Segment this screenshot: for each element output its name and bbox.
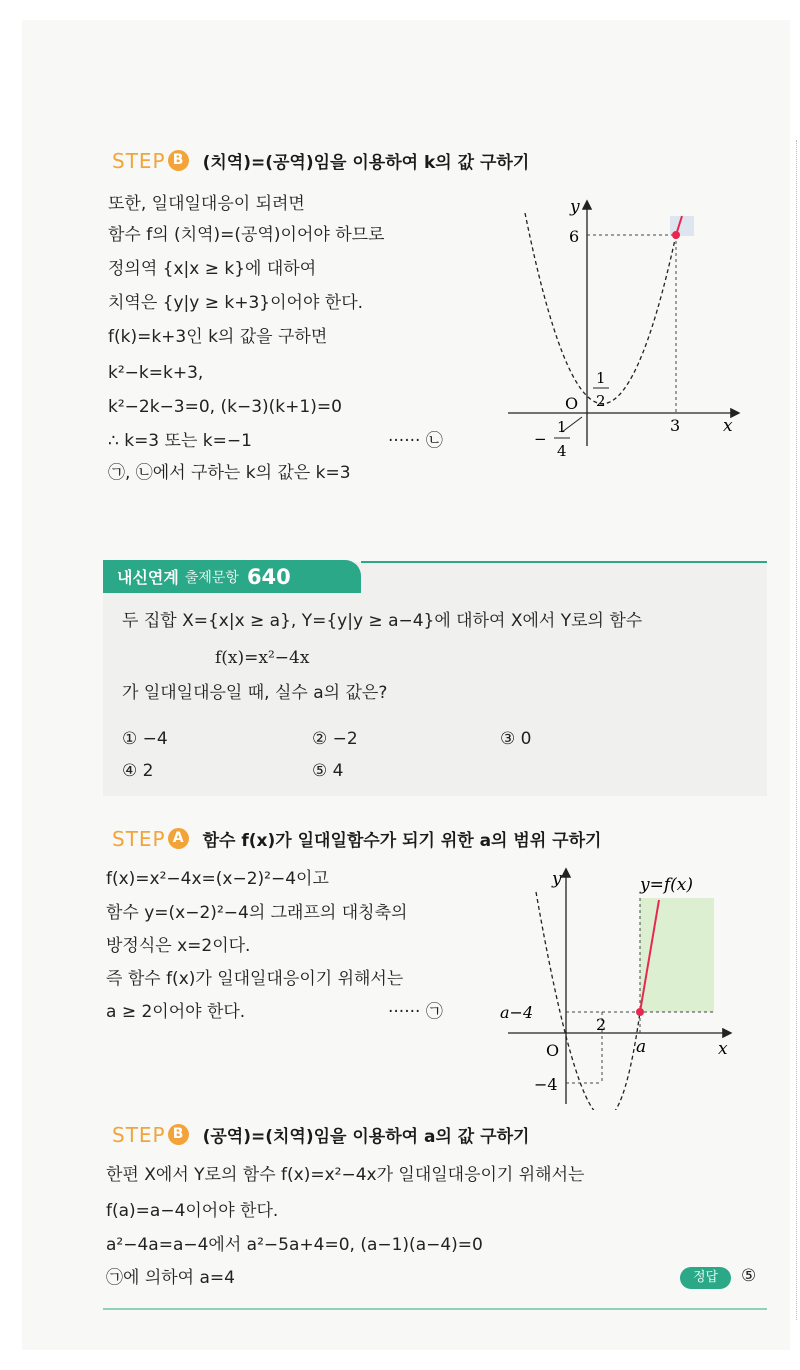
graph1-y-label: y bbox=[570, 197, 580, 217]
graph1-quarter-den: 4 bbox=[557, 442, 567, 460]
margin-dotted-line bbox=[796, 140, 797, 1320]
graph1-x-label: x bbox=[723, 416, 733, 436]
step-badge: B bbox=[168, 1124, 189, 1145]
step-word: STEP bbox=[112, 148, 166, 173]
problem-line-2: 가 일대일대응일 때, 실수 a의 값은? bbox=[122, 683, 388, 703]
section2-line: 함수 y=(x−2)²−4의 그래프의 대칭축의 bbox=[106, 903, 408, 923]
graph1-quarter-sign: − bbox=[534, 430, 547, 448]
step-word: STEP bbox=[112, 1122, 166, 1147]
graph2-origin: O bbox=[546, 1041, 560, 1060]
graph-1 bbox=[490, 188, 750, 468]
problem-background bbox=[103, 562, 767, 796]
graph1-half-den: 2 bbox=[596, 392, 606, 410]
section3-line: f(a)=a−4이어야 한다. bbox=[106, 1201, 279, 1221]
step-a-heading bbox=[112, 826, 601, 851]
graph1-point bbox=[672, 231, 680, 239]
section1-mark: ······ ㉡ bbox=[388, 431, 443, 451]
section3-line: 한편 X에서 Y로의 함수 f(x)=x²−4x가 일대일대응이기 위해서는 bbox=[106, 1165, 585, 1185]
step-badge: B bbox=[168, 150, 189, 171]
answer-badge: 정답 bbox=[680, 1267, 731, 1289]
step-title: 함수 f(x)가 일대일함수가 되기 위한 a의 범위 구하기 bbox=[202, 831, 602, 851]
choice-5[interactable]: ⑤ 4 bbox=[312, 761, 344, 781]
problem-number: 640 bbox=[246, 564, 291, 589]
graph1-half-num: 1 bbox=[596, 369, 606, 387]
problem-tab-label: 내신연계 bbox=[117, 568, 179, 587]
graph2-a: a bbox=[636, 1037, 647, 1057]
problem-formula: f(x)=x²−4x bbox=[215, 648, 310, 668]
step-b-heading-1 bbox=[112, 148, 529, 173]
section2-line: a ≥ 2이어야 한다. bbox=[106, 1002, 246, 1022]
choice-2[interactable]: ② −2 bbox=[312, 729, 358, 749]
graph2-y-label: y bbox=[552, 869, 562, 889]
graph2-x-label: x bbox=[718, 1039, 728, 1059]
answer-value: ⑤ bbox=[741, 1266, 757, 1286]
choice-1[interactable]: ① −4 bbox=[122, 729, 168, 749]
choice-4[interactable]: ④ 2 bbox=[122, 761, 154, 781]
graph1-x-tick: 3 bbox=[670, 416, 681, 435]
problem-line-1: 두 집합 X={x|x ≥ a}, Y={y|y ≥ a−4}에 대하여 X에서 Y로의 함수 bbox=[122, 611, 643, 631]
section1-line: ㉠, ㉡에서 구하는 k의 값은 k=3 bbox=[108, 463, 351, 483]
step-title: (치역)=(공역)임을 이용하여 k의 값 구하기 bbox=[202, 153, 530, 173]
section2-line: f(x)=x²−4x=(x−2)²−4이고 bbox=[106, 869, 329, 889]
section1-line: ∴ k=3 또는 k=−1 bbox=[108, 431, 252, 451]
bottom-rule bbox=[103, 1308, 767, 1310]
graph2-shade bbox=[640, 898, 714, 1012]
graph1-quarter-num: 1 bbox=[557, 418, 567, 436]
problem-tab-sub: 출제문항 bbox=[184, 569, 239, 586]
graph2-point bbox=[636, 1008, 644, 1016]
section2-line: 방정식은 x=2이다. bbox=[106, 936, 251, 956]
graph2-a-minus-4: a−4 bbox=[500, 1003, 534, 1022]
section3-line: ㉠에 의하여 a=4 bbox=[106, 1268, 235, 1288]
step-b-heading-2 bbox=[112, 1122, 529, 1147]
graph1-origin: O bbox=[565, 394, 579, 413]
graph2-curve-label: y=f(x) bbox=[640, 875, 693, 895]
section1-line: 정의역 {x|x ≥ k}에 대하여 bbox=[108, 259, 317, 279]
section1-line: 치역은 {y|y ≥ k+3}이어야 한다. bbox=[108, 293, 364, 313]
graph-2 bbox=[490, 862, 760, 1110]
section1-line: 함수 f의 (치역)=(공역)이어야 하므로 bbox=[108, 225, 385, 245]
section2-mark: ······ ㉠ bbox=[388, 1002, 443, 1022]
graph2-minus-four: −4 bbox=[534, 1075, 558, 1094]
section1-line: 또한, 일대일대응이 되려면 bbox=[108, 194, 305, 214]
problem-tab-rule bbox=[361, 561, 767, 563]
section2-line: 즉 함수 f(x)가 일대일대응이기 위해서는 bbox=[106, 969, 404, 989]
problem-tab bbox=[103, 560, 361, 593]
step-badge: A bbox=[168, 828, 189, 849]
section3-line: a²−4a=a−4에서 a²−5a+4=0, (a−1)(a−4)=0 bbox=[106, 1235, 483, 1255]
step-title: (공역)=(치역)임을 이용하여 a의 값 구하기 bbox=[202, 1127, 530, 1147]
step-word: STEP bbox=[112, 826, 166, 851]
choice-3[interactable]: ③ 0 bbox=[500, 729, 532, 749]
graph2-two: 2 bbox=[596, 1015, 607, 1034]
section1-line: k²−2k−3=0, (k−3)(k+1)=0 bbox=[108, 397, 342, 417]
section1-line: f(k)=k+3인 k의 값을 구하면 bbox=[108, 327, 328, 347]
graph1-y-tick: 6 bbox=[569, 227, 580, 246]
section1-line: k²−k=k+3, bbox=[108, 363, 204, 383]
